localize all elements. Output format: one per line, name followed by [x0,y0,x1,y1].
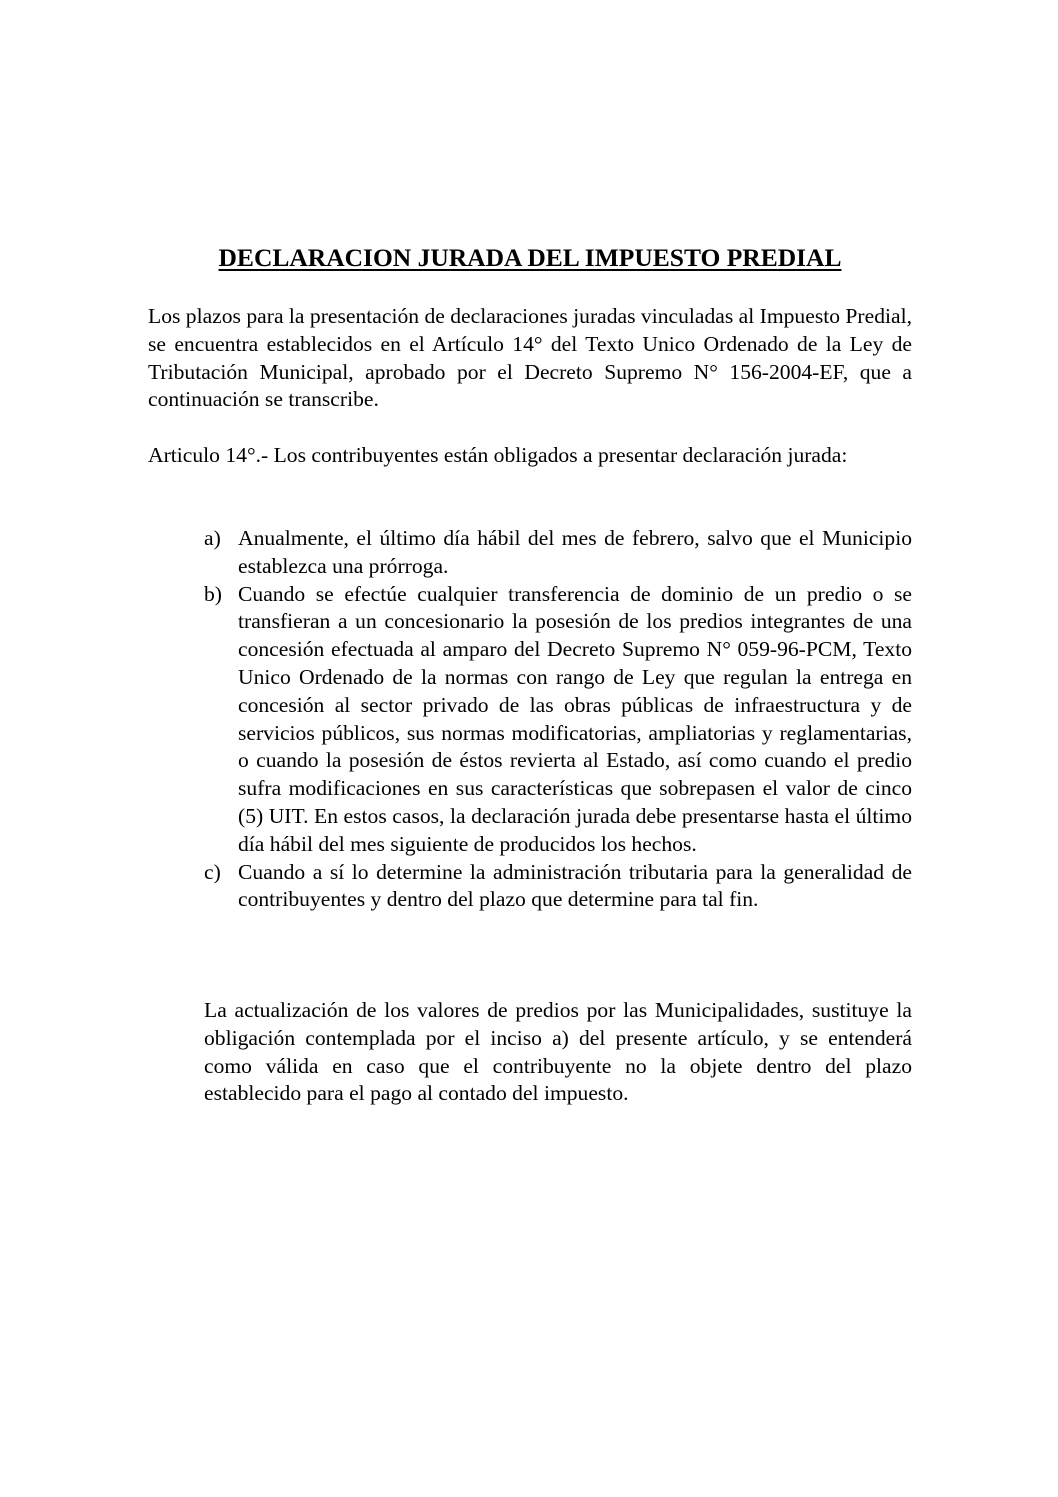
obligations-list [204,525,912,914]
list-item-text: Cuando a sí lo determine la administración tributaria para la generalidad de contribuyentes y dentro del plazo que determine para tal fin. [238,859,912,912]
document-title: DECLARACION JURADA DEL IMPUESTO PREDIAL [218,243,842,272]
list-item-text: Cuando se efectúe cualquier transferencia de dominio de un predio o se transfieran a un concesionario la posesión de los predios integrantes de una concesión efectuada al amparo del Decreto Supremo N° 059-96-PCM, Texto Unico Ordenado de la normas con rango de Ley que regulan la entrega en concesión al sector privado de las obras públicas de infraestructura y de servicios públicos, sus normas modificatorias, ampliatorias y reglamentarias, o cuando la posesión de éstos revierta al Estado, así como cuando el predio sufra modificaciones en sus características que sobrepasen el valor de cinco (5) UIT. En estos casos, la declaración jurada debe presentarse hasta el último día hábil del mes siguiente de producidos los hechos. [238,581,912,856]
list-item-marker: c) [204,859,221,884]
list-item-marker: b) [204,581,222,606]
list-item-text: Anualmente, el último día hábil del mes de febrero, salvo que el Municipio establezca una prórroga. [238,526,912,578]
list-item [204,525,912,581]
closing-paragraph: La actualización de los valores de predios por las Municipalidades, sustituye la obligación contemplada por el inciso a) del presente artículo, y se entenderá como válida en caso que el contribuyente no la objete dentro del plazo establecido para el pago al contado del impuesto. [204,998,912,1106]
list-item [204,859,912,915]
list-item [204,581,912,859]
list-item-marker: a) [204,526,221,550]
article-heading-paragraph: Articulo 14°.- Los contribuyentes están obligados a presentar declaración jurada: [148,443,848,467]
intro-paragraph: Los plazos para la presentación de declaraciones juradas vinculadas al Impuesto Predial, se encuentra establecidos en el Artículo 14° del Texto Unico Ordenado de la Ley de Tributación Municipal, aprobado por el Decreto Supremo N° 156-2004-EF, que a continuación se transcribe. [148,304,912,412]
